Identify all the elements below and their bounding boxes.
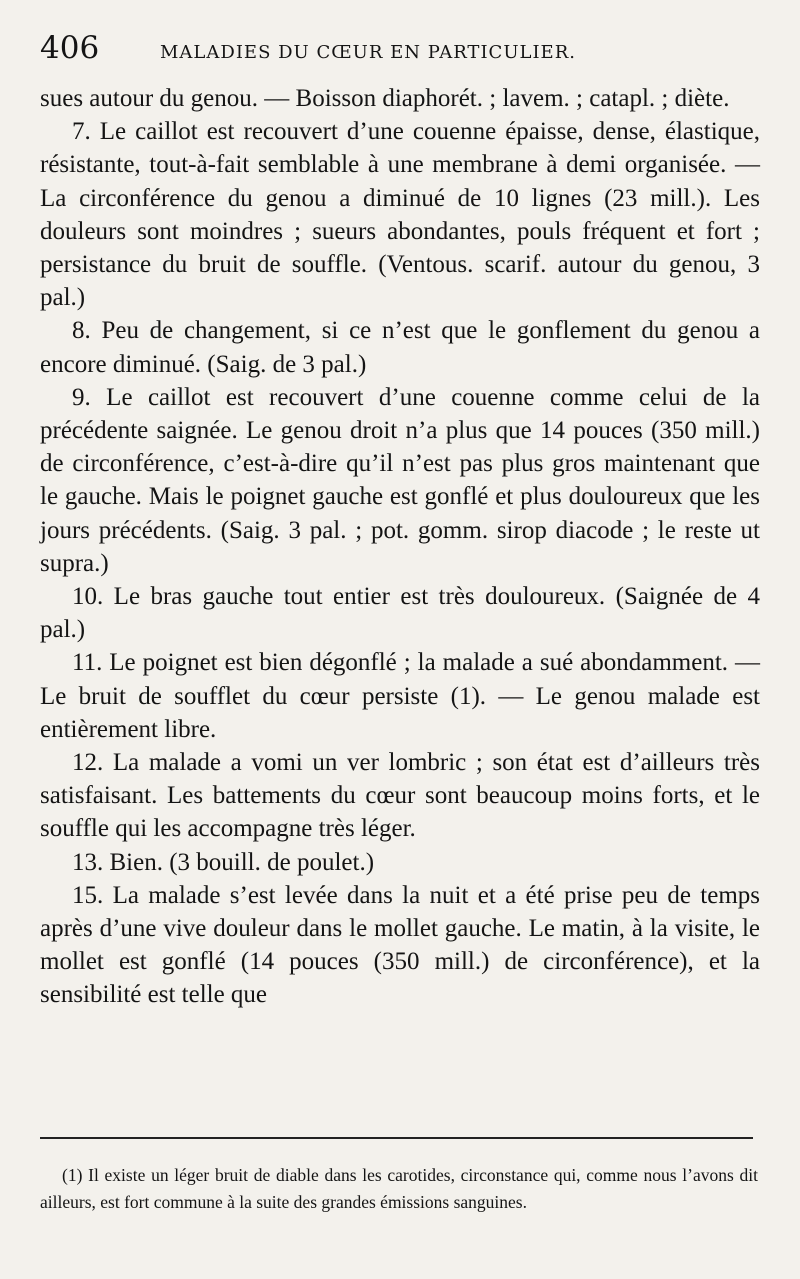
paragraph-day-11: 11. Le poignet est bien dégonflé ; la malade a sué abondamment. — Le bruit de soufflet du cœur persiste (1). — Le genou malade est entièrement libre. (40, 649, 760, 743)
page-header (40, 30, 760, 80)
paragraph-day-15: 15. La malade s’est levée dans la nuit et a été prise peu de temps après d’une vive douleur dans le mollet gauche. Le matin, à la visite, le mollet est gonflé (14 pouces (350 mill.) de circonférence), et la sensibilité est telle que (40, 881, 760, 1009)
footnote-text: (1) Il existe un léger bruit de diable dans les carotides, circonstance qui, comme nous l’avons dit ailleurs, est fort commune à la suite des grandes émissions sanguines. (40, 1165, 758, 1212)
main-text (40, 82, 760, 1012)
paragraph-day-13: 13. Bien. (3 bouill. de poulet.) (72, 848, 375, 876)
paragraph-day-8: 8. Peu de changement, si ce n’est que le gonflement du genou a encore diminué. (Saig. de 3 pal.) (40, 317, 760, 378)
paragraph-day-7: 7. Le caillot est recouvert d’une couenne épaisse, dense, élastique, résistante, tout-à-fait semblable à une membrane à demi organisée. — La circonférence du genou a diminué de 10 lignes (23 mill.). Les douleurs sont moindres ; sueurs abondantes, pouls fréquent et fort ; persistance du bruit de souffle. (Ventous. scarif. autour du genou, 3 pal.) (40, 118, 760, 312)
paragraph-day-12: 12. La malade a vomi un ver lombric ; son état est d’ailleurs très satisfaisant. Les battements du cœur sont beaucoup moins forts, et le souffle qui les accompagne très léger. (40, 749, 760, 843)
footnote (40, 1162, 758, 1216)
paragraph-continuation: sues autour du genou. — Boisson diaphorét. ; lavem. ; catapl. ; diète. (40, 85, 730, 112)
paragraph-day-9: 9. Le caillot est recouvert d’une couenne comme celui de la précédente saignée. Le genou droit n’a plus que 14 pouces (350 mill.) de circonférence, c’est-à-dire qu’il n’est pas plus gros maintenant que le gauche. Mais le poignet gauche est gonflé et plus douloureux que les jours précédents. (Saig. 3 pal. ; pot. gomm. sirop diacode ; le reste ut supra.) (40, 383, 760, 577)
paragraph-day-10: 10. Le bras gauche tout entier est très douloureux. (Saignée de 4 pal.) (40, 583, 760, 644)
running-head: MALADIES DU CŒUR EN PARTICULIER. (160, 42, 576, 63)
footnote-divider (40, 1137, 753, 1139)
page-number: 406 (40, 30, 100, 66)
